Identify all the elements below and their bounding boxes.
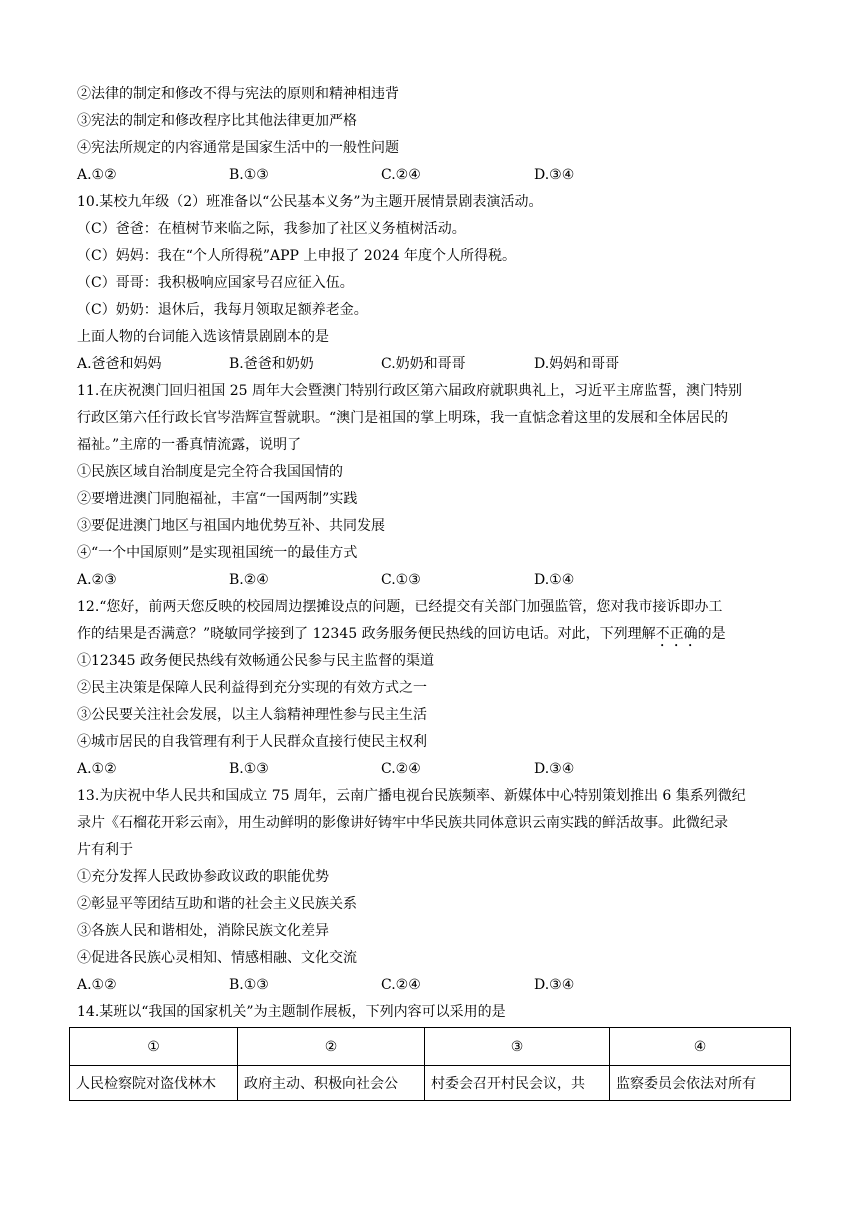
q13-stem-line-3: 片有利于 [77, 842, 133, 858]
q12-statement-1: ①12345 政务便民热线有效畅通公民参与民主监督的渠道 [77, 653, 434, 669]
table-header-cell: ④ [610, 1028, 791, 1066]
q11-option-d[interactable]: D.①④ [534, 572, 575, 588]
q9-options [77, 165, 777, 185]
q10-option-d[interactable]: D.妈妈和哥哥 [534, 356, 620, 372]
q13-option-c[interactable]: C.②④ [381, 977, 421, 993]
q9-statement-4: ④宪法所规定的内容通常是国家生活中的一般性问题 [77, 140, 399, 156]
q11-option-b[interactable]: B.②④ [229, 572, 269, 588]
q14-display-board-table [69, 1027, 791, 1101]
q11-option-a[interactable]: A.②③ [77, 572, 117, 588]
q13-stem-line-1: 13.为庆祝中华人民共和国成立 75 周年，云南广播电视台民族频率、新媒体中心特别策划推出 6 集系列微纪 [77, 788, 746, 804]
q11-stem-line-1: 11.在庆祝澳门回归祖国 25 周年大会暨澳门特别行政区第六届政府就职典礼上，习近平主席监誓，澳门特别 [77, 383, 742, 399]
q11-statement-2: ②要增进澳门同胞福祉，丰富“一国两制”实践 [77, 491, 358, 507]
q13-option-d[interactable]: D.③④ [534, 977, 575, 993]
q12-stem-end: 的是 [697, 626, 726, 642]
q10-stem: 10.某校九年级（2）班准备以“公民基本义务”为主题开展情景剧表演活动。 [77, 194, 543, 210]
q12-option-d[interactable]: D.③④ [534, 761, 575, 777]
q9-statement-2: ②法律的制定和修改不得与宪法的原则和精神相违背 [77, 86, 399, 102]
q11-statement-1: ①民族区域自治制度是完全符合我国国情的 [77, 464, 343, 480]
q9-statement-3: ③宪法的制定和修改程序比其他法律更加严格 [77, 113, 357, 129]
table-cell: 人民检察院对盗伐林木 [70, 1066, 238, 1101]
table-header-cell: ② [238, 1028, 425, 1066]
q10-option-c[interactable]: C.奶奶和哥哥 [381, 356, 466, 372]
q11-options [77, 570, 777, 590]
q13-statement-4: ④促进各民族心灵相知、情感相融、文化交流 [77, 950, 357, 966]
q14-stem: 14.某班以“我国的国家机关”为主题制作展板，下列内容可以采用的是 [77, 1004, 506, 1020]
q12-stem-text: 作的结果是否满意？”晓敏同学接到了 12345 政务服务便民热线的回访电话。对此，下列理解 [77, 626, 656, 642]
q12-statement-4: ④城市居民的自我管理有利于人民群众直接行使民主权利 [77, 734, 427, 750]
q11-stem-line-2: 行政区第六任行政长官岑浩辉宣誓就职。“澳门是祖国的掌上明珠，我一直惦念着这里的发展和全体居民的 [77, 410, 729, 426]
table-header-cell: ① [70, 1028, 238, 1066]
q11-statement-3: ③要促进澳门地区与祖国内地优势互补、共同发展 [77, 518, 385, 534]
q9-option-b[interactable]: B.①③ [229, 167, 269, 183]
q12-stem-line-2 [77, 624, 726, 650]
q10-line-father: （C）爸爸：在植树节来临之际，我参加了社区义务植树活动。 [77, 221, 466, 237]
q11-stem-line-3: 福祉。”主席的一番真情流露，说明了 [77, 437, 302, 453]
table-cell: 政府主动、积极向社会公 [238, 1066, 425, 1101]
q12-stem-line-1: 12.“您好，前两天您反映的校园周边摆摊设点的问题，已经提交有关部门加强监管，您对我市接诉即办工 [77, 599, 723, 615]
q13-statement-1: ①充分发挥人民政协参政议政的职能优势 [77, 869, 329, 885]
q10-question: 上面人物的台词能入选该情景剧剧本的是 [77, 329, 329, 345]
q13-option-a[interactable]: A.①② [77, 977, 117, 993]
table-header-row [70, 1028, 791, 1066]
table-header-cell: ③ [425, 1028, 610, 1066]
q10-options [77, 354, 777, 374]
q12-option-b[interactable]: B.①③ [229, 761, 269, 777]
q9-option-a[interactable]: A.①② [77, 167, 117, 183]
q13-statement-3: ③各族人民和谐相处，消除民族文化差异 [77, 923, 329, 939]
q10-line-mother: （C）妈妈：我在“个人所得税”APP 上申报了 2024 年度个人所得税。 [77, 248, 516, 264]
q13-statement-2: ②彰显平等团结互助和谐的社会主义民族关系 [77, 896, 357, 912]
table-row [70, 1066, 791, 1101]
table-cell: 村委会召开村民会议，共 [425, 1066, 610, 1101]
q10-line-brother: （C）哥哥：我积极响应国家号召应征入伍。 [77, 275, 354, 291]
q10-option-b[interactable]: B.爸爸和奶奶 [229, 356, 314, 372]
table-cell: 监察委员会依法对所有 [610, 1066, 791, 1101]
q13-options [77, 975, 777, 995]
q12-statement-2: ②民主决策是保障人民利益得到充分实现的有效方式之一 [77, 680, 427, 696]
q12-option-a[interactable]: A.①② [77, 761, 117, 777]
q10-option-a[interactable]: A.爸爸和妈妈 [77, 356, 162, 372]
q9-option-d[interactable]: D.③④ [534, 167, 575, 183]
q11-option-c[interactable]: C.①③ [381, 572, 421, 588]
q12-options [77, 759, 777, 779]
q12-emphasis-not-correct: 不正确 [655, 626, 698, 642]
q9-option-c[interactable]: C.②④ [381, 167, 421, 183]
q12-option-c[interactable]: C.②④ [381, 761, 421, 777]
q12-statement-3: ③公民要关注社会发展，以主人翁精神理性参与民主生活 [77, 707, 427, 723]
q13-option-b[interactable]: B.①③ [229, 977, 269, 993]
q13-stem-line-2: 录片《石榴花开彩云南》，用生动鲜明的影像讲好铸牢中华民族共同体意识云南实践的鲜活故事。此微纪录 [77, 815, 728, 831]
q10-line-grandma: （C）奶奶：退休后，我每月领取足额养老金。 [77, 302, 368, 318]
q11-statement-4: ④“一个中国原则”是实现祖国统一的最佳方式 [77, 545, 358, 561]
